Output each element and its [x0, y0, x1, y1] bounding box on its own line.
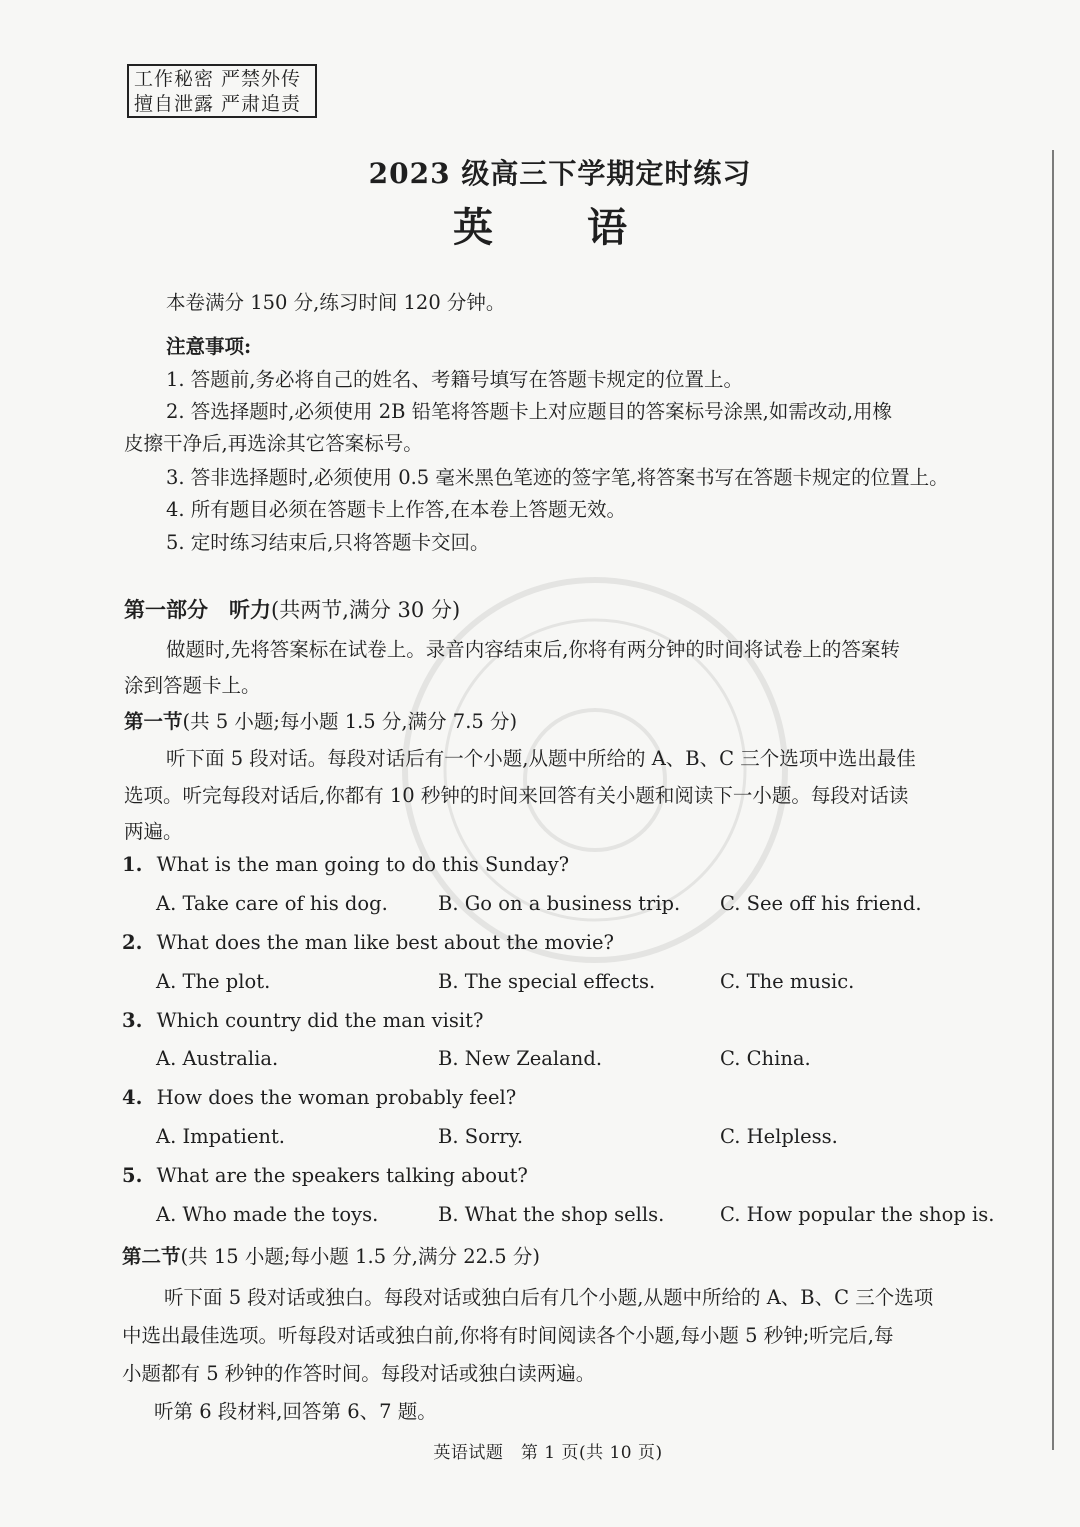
section2-desc-b: 中选出最佳选项。听每段对话或独白前,你将有时间阅读各个小题,每小题 5 秒钟;听完后,每 [122, 1324, 894, 1347]
confidential-stamp [127, 64, 317, 118]
question-3-option-a: A. Australia. [156, 1047, 279, 1070]
question-number: 4. [122, 1086, 143, 1109]
section2-desc-a: 听下面 5 段对话或独白。每段对话或独白后有几个小题,从题中所给的 A、B、C 三个选项 [164, 1286, 934, 1309]
question-1-option-c: C. See off his friend. [720, 892, 922, 915]
question-3-option-b: B. New Zealand. [438, 1047, 603, 1070]
question-number: 1. [122, 853, 143, 876]
question-number: 3. [122, 1009, 143, 1032]
question-2-option-b: B. The special effects. [438, 970, 656, 993]
part1-heading-rest: (共两节,满分 30 分) [271, 598, 461, 622]
part1-heading [124, 594, 460, 624]
question-5-option-c: C. How popular the shop is. [720, 1203, 995, 1226]
question-number: 2. [122, 931, 143, 954]
stamp-line-2: 擅自泄露 严肃追责 [134, 93, 302, 115]
question-number: 5. [122, 1164, 143, 1187]
section1-heading [124, 706, 517, 734]
question-text: What is the man going to do this Sunday? [156, 853, 570, 876]
question-4 [122, 1086, 516, 1109]
part1-desc-b: 涂到答题卡上。 [124, 674, 261, 697]
section1-heading-rest: (共 5 小题;每小题 1.5 分,满分 7.5 分) [182, 710, 518, 733]
question-text: What are the speakers talking about? [156, 1164, 528, 1187]
section1-desc-c: 两遍。 [124, 820, 183, 843]
notice-item-4: 4. 所有题目必须在答题卡上作答,在本卷上答题无效。 [166, 498, 627, 521]
section1-desc-a: 听下面 5 段对话。每段对话后有一个小题,从题中所给的 A、B、C 三个选项中选出最佳 [166, 747, 916, 770]
question-5 [122, 1164, 528, 1187]
section2-material: 听第 6 段材料,回答第 6、7 题。 [154, 1400, 437, 1423]
question-4-option-a: A. Impatient. [156, 1125, 285, 1148]
part1-heading-bold: 第一部分 听力 [124, 597, 271, 622]
page-edge-line [1052, 150, 1054, 1450]
question-text: What does the man like best about the movie? [156, 931, 614, 954]
question-5-option-a: A. Who made the toys. [156, 1203, 379, 1226]
notice-heading: 注意事项: [166, 335, 252, 358]
notice-item-1: 1. 答题前,务必将自己的姓名、考籍号填写在答题卡规定的位置上。 [166, 368, 744, 391]
notice-item-5: 5. 定时练习结束后,只将答题卡交回。 [166, 531, 490, 554]
part1-desc-a: 做题时,先将答案标在试卷上。录音内容结束后,你将有两分钟的时间将试卷上的答案转 [166, 638, 900, 661]
question-3 [122, 1009, 483, 1032]
page-footer: 英语试题 第 1 页(共 10 页) [433, 1443, 663, 1463]
section1-desc-b: 选项。听完每段对话后,你都有 10 秒钟的时间来回答有关小题和阅读下一小题。每段对话读 [124, 784, 909, 807]
question-2-option-a: A. The plot. [156, 970, 271, 993]
stamp-line-1: 工作秘密 严禁外传 [134, 68, 302, 90]
question-1 [122, 853, 569, 876]
question-1-option-a: A. Take care of his dog. [156, 892, 388, 915]
question-text: Which country did the man visit? [156, 1009, 484, 1032]
intro-text: 本卷满分 150 分,练习时间 120 分钟。 [166, 291, 506, 314]
question-3-option-c: C. China. [720, 1047, 811, 1070]
question-text: How does the woman probably feel? [156, 1086, 517, 1109]
question-2-option-c: C. The music. [720, 970, 855, 993]
section1-heading-bold: 第一节 [124, 710, 183, 733]
question-2 [122, 931, 614, 954]
question-4-option-c: C. Helpless. [720, 1125, 838, 1148]
question-4-option-b: B. Sorry. [438, 1125, 524, 1148]
question-5-option-b: B. What the shop sells. [438, 1203, 665, 1226]
notice-item-2b: 皮擦干净后,再选涂其它答案标号。 [124, 432, 423, 455]
notice-item-2a: 2. 答选择题时,必须使用 2B 铅笔将答题卡上对应题目的答案标号涂黑,如需改动,用橡 [166, 400, 893, 423]
exam-subject: 英 语 [453, 204, 667, 251]
section2-desc-c: 小题都有 5 秒钟的作答时间。每段对话或独白读两遍。 [122, 1362, 596, 1385]
question-1-option-b: B. Go on a business trip. [438, 892, 681, 915]
section2-heading [122, 1241, 540, 1269]
exam-title: 2023 级高三下学期定时练习 [368, 157, 752, 190]
notice-item-3: 3. 答非选择题时,必须使用 0.5 毫米黑色笔迹的签字笔,将答案书写在答题卡规定的位置上。 [166, 466, 949, 489]
section2-heading-rest: (共 15 小题;每小题 1.5 分,满分 22.5 分) [180, 1245, 540, 1268]
section2-heading-bold: 第二节 [122, 1245, 181, 1268]
